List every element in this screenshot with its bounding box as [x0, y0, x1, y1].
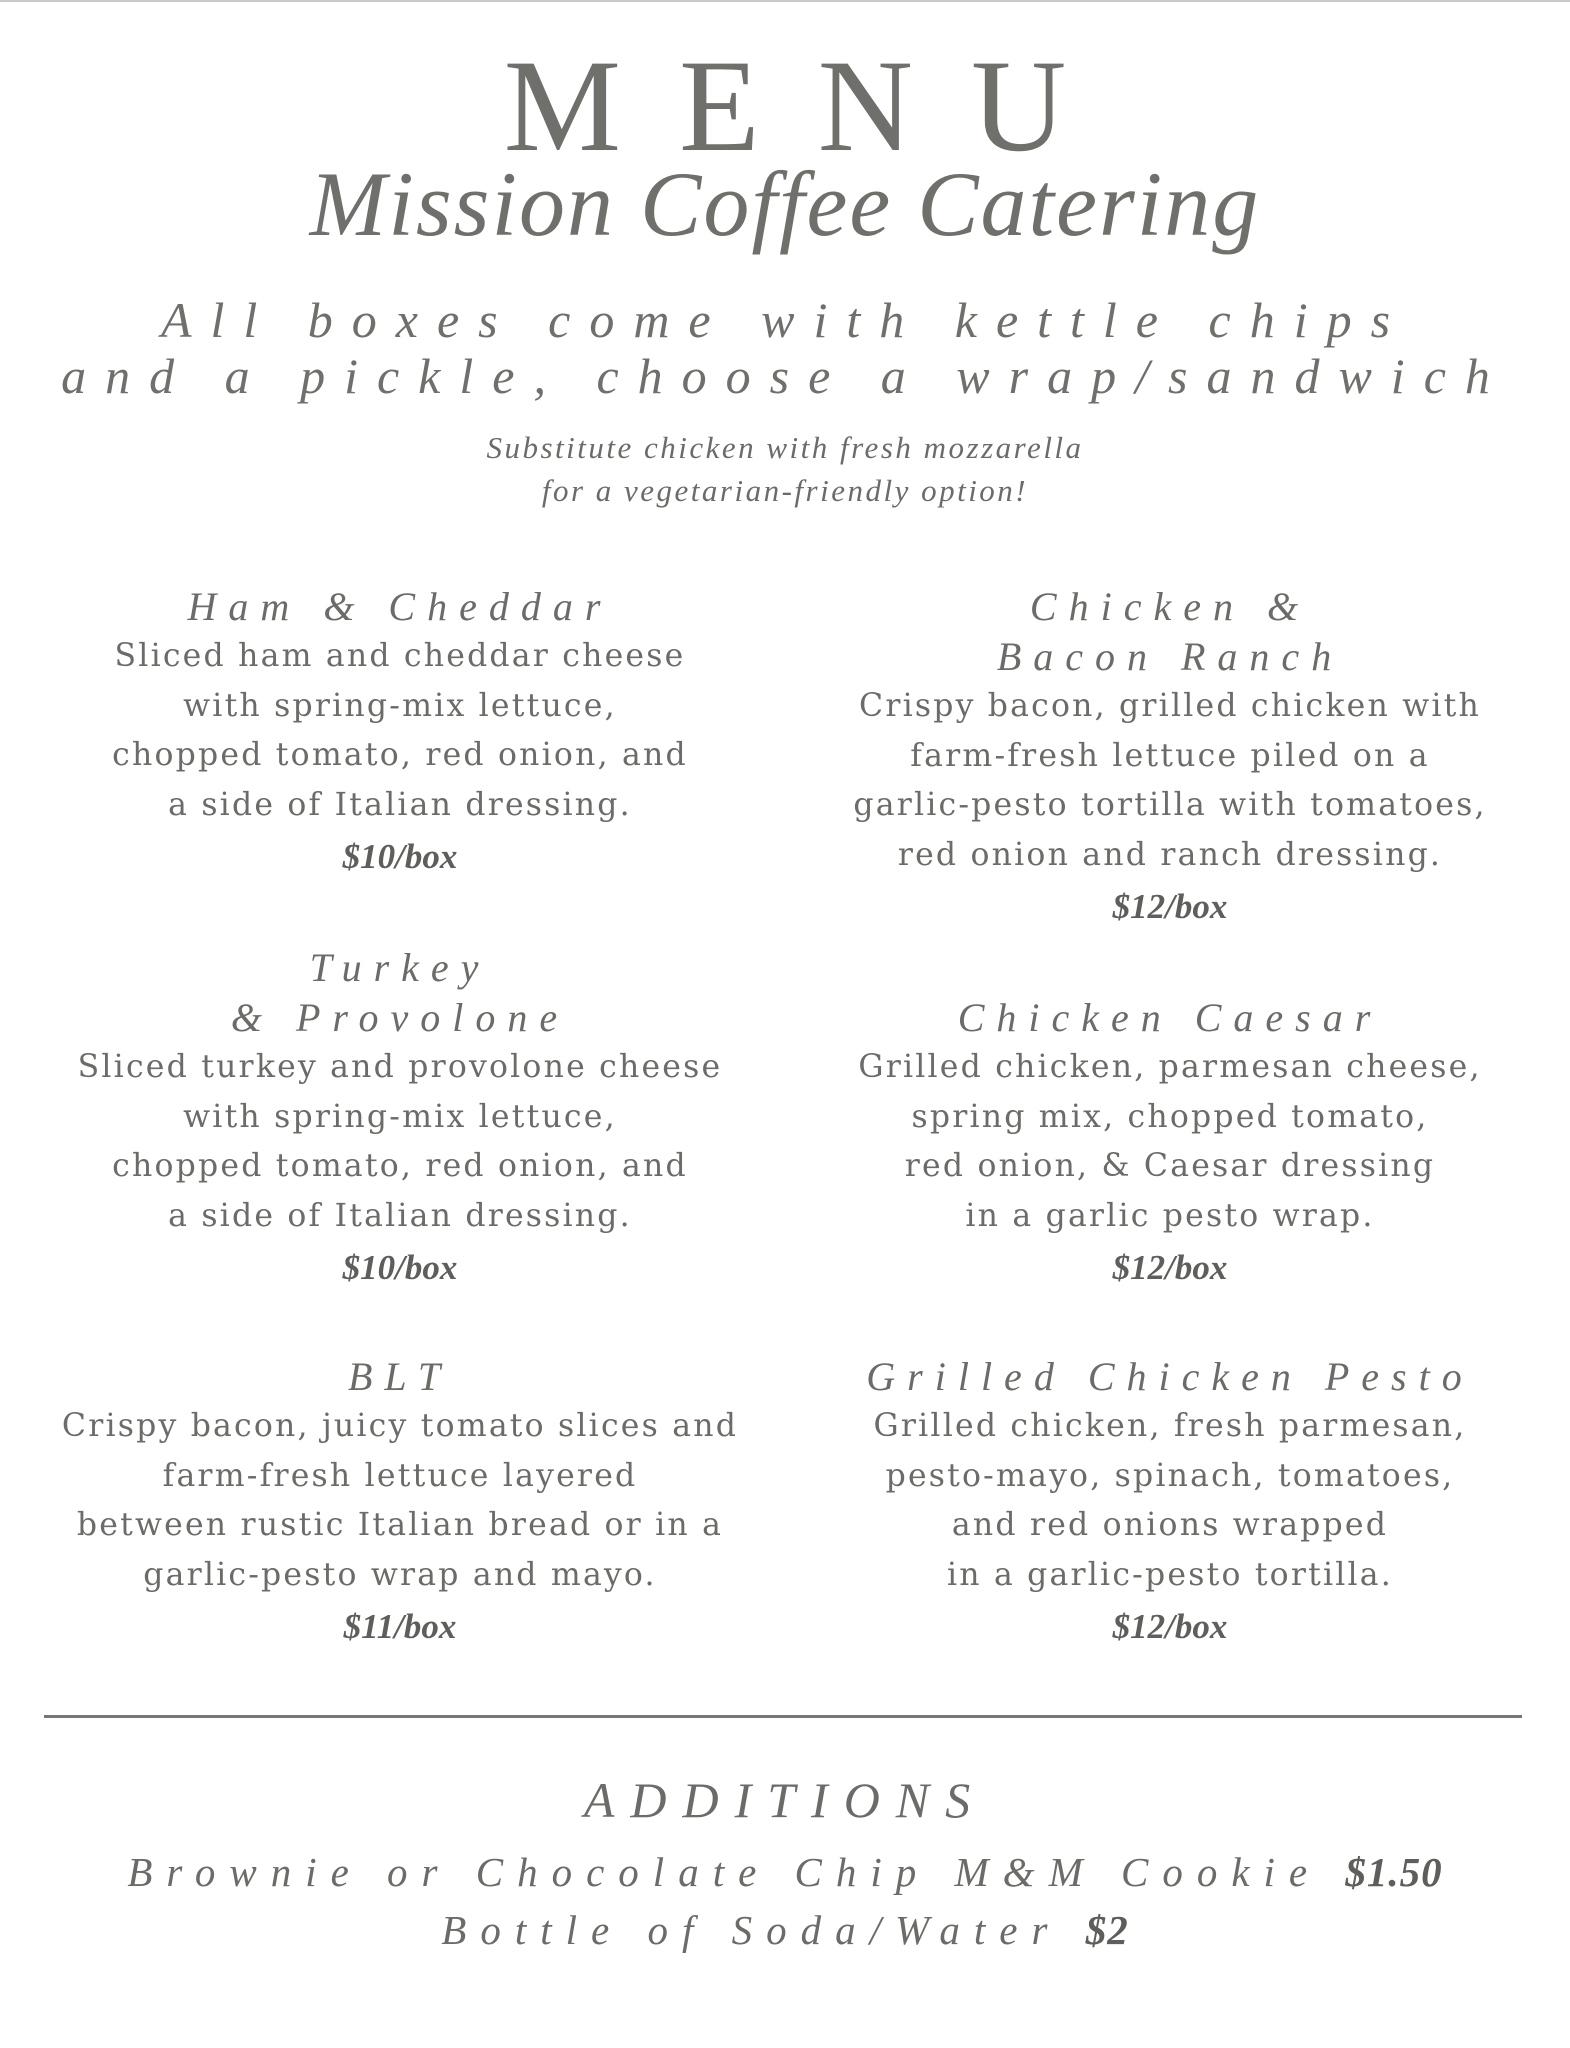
intro-line: and a pickle, choose a wrap/sandwich — [61, 348, 1509, 404]
item-name-line: Grilled Chicken Pesto — [866, 1354, 1474, 1399]
item-desc-line: between rustic Italian bread or in a — [76, 1507, 724, 1543]
item-price: $10/box — [342, 1248, 458, 1287]
item-desc-line: a side of Italian dressing. — [168, 1197, 632, 1234]
item-name — [810, 993, 1530, 1043]
addition-label: Bottle of Soda/Water — [441, 1907, 1062, 1953]
item-name — [810, 1352, 1530, 1402]
item-name-line: BLT — [347, 1354, 453, 1399]
item-name — [40, 943, 760, 1043]
item-name — [40, 582, 760, 632]
note-line: Substitute chicken with fresh mozzarella — [486, 430, 1084, 465]
vegetarian-note — [0, 426, 1570, 512]
menu-item-ham-cheddar — [40, 582, 760, 884]
item-desc-line: red onion, & Caesar dressing — [904, 1148, 1436, 1184]
menu-item-turkey-provolone — [40, 943, 760, 1295]
item-desc-line: chopped tomato, red onion, and — [112, 1148, 688, 1184]
menu-item-chicken-bacon-ranch — [810, 582, 1530, 934]
item-desc-line: chopped tomato, red onion, and — [112, 737, 688, 773]
item-desc-line: with spring-mix lettuce, — [183, 687, 617, 724]
note-line: for a vegetarian-friendly option! — [541, 473, 1029, 508]
item-desc-line: with spring-mix lettuce, — [183, 1098, 617, 1135]
brand-subtitle: Mission Coffee Catering — [309, 153, 1261, 255]
item-name — [40, 1352, 760, 1402]
addition-item-drink — [0, 1905, 1570, 1955]
item-name-line: Chicken & — [1029, 584, 1311, 629]
item-desc-line: farm-fresh lettuce piled on a — [910, 737, 1430, 774]
item-price: $11/box — [343, 1607, 457, 1646]
item-desc-line: Crispy bacon, grilled chicken with — [859, 688, 1481, 724]
menu-title: MENU — [503, 32, 1125, 179]
item-name-line: Ham & Cheddar — [187, 584, 613, 629]
item-description — [810, 1043, 1530, 1241]
item-description — [40, 1043, 760, 1241]
addition-item-cookie — [0, 1847, 1570, 1897]
item-name — [810, 582, 1530, 682]
intro-line: All boxes come with kettle chips — [160, 292, 1410, 348]
item-desc-line: Sliced ham and cheddar cheese — [114, 638, 686, 674]
item-desc-line: red onion and ranch dressing. — [897, 836, 1443, 873]
item-desc-line: Grilled chicken, fresh parmesan, — [873, 1408, 1467, 1444]
section-divider — [44, 1715, 1522, 1718]
item-description — [810, 682, 1530, 880]
item-desc-line: garlic-pesto wrap and mayo. — [143, 1556, 657, 1593]
item-desc-line: and red onions wrapped — [951, 1507, 1389, 1543]
item-description — [40, 1402, 760, 1600]
item-name-line: Turkey — [309, 945, 491, 990]
addition-price: $2 — [1085, 1907, 1129, 1953]
item-description — [40, 632, 760, 830]
item-desc-line: in a garlic pesto wrap. — [965, 1197, 1375, 1234]
addition-price: $1.50 — [1345, 1849, 1443, 1895]
item-name-line: Chicken Caesar — [957, 995, 1383, 1040]
item-price: $12/box — [1112, 1248, 1228, 1287]
intro-text — [0, 292, 1570, 404]
item-desc-line: Sliced turkey and provolone cheese — [77, 1049, 723, 1085]
item-desc-line: pesto-mayo, spinach, tomatoes, — [885, 1457, 1455, 1494]
item-description — [810, 1402, 1530, 1600]
item-desc-line: Crispy bacon, juicy tomato slices and — [61, 1408, 739, 1444]
item-price: $12/box — [1112, 887, 1228, 926]
item-desc-line: spring mix, chopped tomato, — [911, 1098, 1429, 1135]
additions-heading: ADDITIONS — [583, 1772, 987, 1828]
item-desc-line: in a garlic-pesto tortilla. — [947, 1556, 1393, 1593]
item-name-line: Bacon Ranch — [996, 634, 1344, 679]
item-price: $10/box — [342, 837, 458, 876]
menu-item-grilled-chicken-pesto — [810, 1352, 1530, 1654]
item-name-line: & Provolone — [230, 995, 570, 1040]
item-desc-line: Grilled chicken, parmesan cheese, — [858, 1049, 1482, 1085]
item-desc-line: garlic-pesto tortilla with tomatoes, — [853, 787, 1487, 823]
menu-item-blt — [40, 1352, 760, 1654]
item-price: $12/box — [1112, 1607, 1228, 1646]
item-desc-line: a side of Italian dressing. — [168, 786, 632, 823]
addition-label: Brownie or Chocolate Chip M&M Cookie — [127, 1849, 1322, 1895]
item-desc-line: farm-fresh lettuce layered — [162, 1457, 638, 1494]
top-border-line — [0, 0, 1570, 2]
menu-item-chicken-caesar — [810, 993, 1530, 1295]
